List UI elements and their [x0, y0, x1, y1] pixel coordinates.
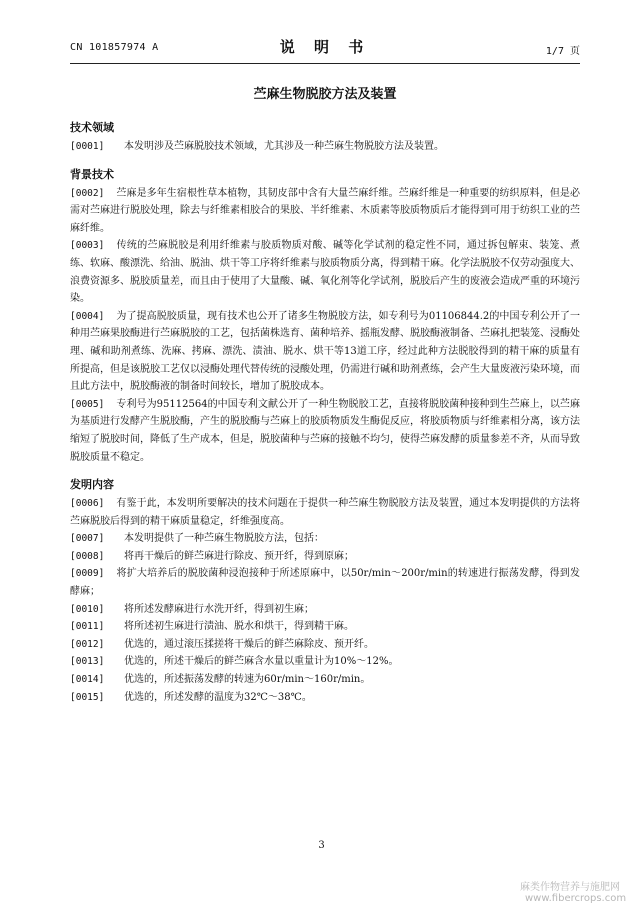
- paragraph-number: [0007]: [70, 533, 105, 545]
- paragraph-number: [0006]: [70, 498, 105, 510]
- paragraph-number: [0004]: [70, 310, 105, 322]
- paragraph-number: [0012]: [70, 638, 105, 650]
- watermark-site-name: 麻类作物营养与施肥网: [520, 882, 620, 893]
- paragraph-number: [0009]: [70, 568, 105, 580]
- paragraph: [70, 618, 580, 636]
- paragraph: [70, 671, 580, 689]
- paragraph-text: 将再干燥后的鲜苎麻进行除皮、预开纤，得到原麻；: [124, 550, 354, 562]
- paragraph-text: 本发明涉及苎麻脱胶技术领域，尤其涉及一种苎麻生物脱胶方法及装置。: [124, 141, 444, 152]
- document-title: 苎麻生物脱胶方法及装置: [253, 87, 397, 102]
- paragraph-text: 苎麻是多年生宿根性草本植物，其韧皮部中含有大量苎麻纤维。苎麻纤维是一种重要的纺织原料，但是必需对苎麻进行脱胶处理，除去与纤维素相胶合的果胶、半纤维素、木质素等胶质物质后才能得到可用于纺织工业的苎麻纤维。: [70, 187, 580, 234]
- document-body: [70, 120, 580, 706]
- paragraph-text: 将所述初生麻进行渍油、脱水和烘干，得到精干麻。: [124, 621, 354, 633]
- paragraph: [70, 653, 580, 671]
- paragraph: [70, 138, 580, 156]
- paragraph: [70, 548, 580, 566]
- paragraph: [70, 495, 580, 530]
- paragraph-number: [0015]: [70, 691, 105, 703]
- section-heading-summary: 发明内容: [70, 478, 114, 492]
- paragraph: [70, 636, 580, 654]
- document-type-title: 说 明 书: [279, 38, 371, 56]
- paragraph: [70, 308, 580, 396]
- paragraph-number: [0003]: [70, 240, 105, 252]
- page-number: 3: [318, 840, 325, 851]
- paragraph-number: [0001]: [70, 141, 105, 152]
- paragraph-number: [0010]: [70, 603, 105, 615]
- document-number: CN 101857974 A: [70, 42, 159, 53]
- paragraph-text: 将扩大培养后的脱胶菌种浸泡接种于所述原麻中，以50r/min～200r/min的转速进行振荡发酵，得到发酵麻；: [70, 568, 580, 598]
- paragraph-text: 传统的苎麻脱胶是利用纤维素与胶质物质对酸、碱等化学试剂的稳定性不同，通过拆包解束、装笼、煮练、软麻、酸漂洗、给油、脱油、烘干等工序将纤维素与胶质物质分离，得到精干麻。化学法脱胶不仅劳动强度大、浪费资源多、脱胶质量差，而且由于使用了大量酸、碱、氧化剂等化学试剂，脱胶后产生的废液会造成严重的环境污染。: [70, 240, 580, 305]
- paragraph-number: [0014]: [70, 674, 105, 686]
- watermark-url: www.fibercrops.com: [525, 893, 627, 904]
- paragraph-text: 为了提高脱胶质量，现有技术也公开了诸多生物脱胶方法，如专利号为01106844.2的中国专利公开了一种用苎麻果胶酶进行苎麻脱胶的工艺，包括菌株选育、菌种培养、摇瓶发酵、脱胶酶液制备、苎麻扎把装笼、浸酶处理、碱和助剂煮练、洗麻、拷麻、漂洗、渍油、脱水、烘干等13道工序，经过此种方法脱胶得到的精干麻的质量有所提高，但是该脱胶工艺仅以浸酶处理代替传统的浸酸处理，仍需进行碱和助剂煮练，会产生大量废液污染环境，而且此方法中，脱胶酶液的制备时间较长，增加了脱胶成本。: [70, 310, 580, 393]
- paragraph-text: 优选的，通过滚压揉搓将干燥后的鲜苎麻除皮、预开纤。: [124, 638, 374, 650]
- paragraph: [70, 601, 580, 619]
- paragraph: [70, 530, 580, 548]
- paragraph-number: [0002]: [70, 187, 105, 199]
- paragraph-number: [0005]: [70, 398, 105, 410]
- page-info: 1/7 页: [545, 46, 580, 57]
- paragraph-text: 本发明提供了一种苎麻生物脱胶方法，包括：: [124, 533, 324, 545]
- section-heading-tech-field: 技术领域: [70, 121, 114, 134]
- paragraph-number: [0008]: [70, 550, 105, 562]
- paragraph-text: 专利号为95112564的中国专利文献公开了一种生物脱胶工艺，直接将脱胶菌种接种到生苎麻上，以苎麻为基质进行发酵产生脱胶酶，产生的脱胶酶与苎麻上的胶质物质发生酶促反应，将胶质物质与纤维素相分离，该方法缩短了脱胶时间，降低了生产成本，但是，脱胶菌种与苎麻的接触不均匀，使得苎麻发酵的质量参差不齐，从而导致脱胶质量不稳定。: [70, 398, 580, 463]
- paragraph: [70, 185, 580, 238]
- paragraph: [70, 396, 580, 466]
- paragraph-text: 将所述发酵麻进行水洗开纤，得到初生麻；: [124, 603, 314, 615]
- paragraph-text: 优选的，所述振荡发酵的转速为60r/min～160r/min。: [124, 674, 371, 686]
- paragraph-text: 优选的，所述发酵的温度为32℃～38℃。: [124, 691, 312, 703]
- paragraph: [70, 565, 580, 600]
- paragraph: [70, 689, 580, 707]
- paragraph-text: 优选的，所述干燥后的鲜苎麻含水量以重量计为10%～12%。: [124, 656, 399, 668]
- page-header: [70, 36, 580, 56]
- paragraph-text: 有鉴于此，本发明所要解决的技术问题在于提供一种苎麻生物脱胶方法及装置，通过本发明提供的方法将苎麻脱胶后得到的精干麻质量稳定，纤维强度高。: [70, 498, 580, 527]
- paragraph-number: [0013]: [70, 656, 105, 668]
- header-divider: [70, 63, 580, 64]
- paragraph: [70, 237, 580, 307]
- section-heading-background: 背景技术: [70, 167, 114, 181]
- paragraph-number: [0011]: [70, 621, 105, 633]
